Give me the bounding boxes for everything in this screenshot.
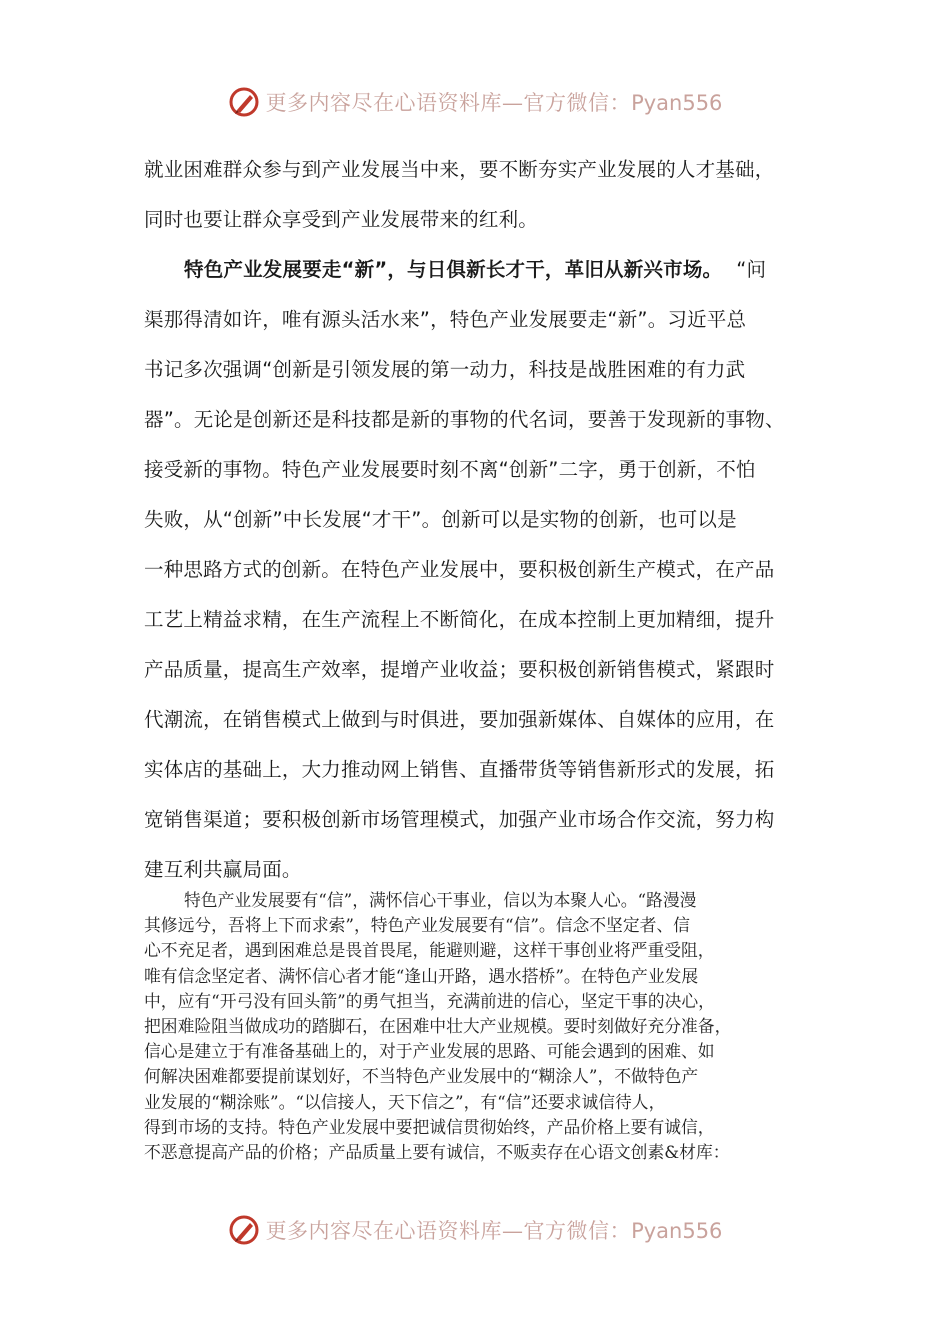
paragraph-2-line: 器”。无论是创新还是科技都是新的事物的代名词，要善于发现新的事物、: [144, 408, 785, 431]
paragraph-2-line: 一种思路方式的创新。在特色产业发展中，要积极创新生产模式，在产品: [144, 558, 775, 581]
paragraph-3-line: 中，应有“开弓没有回头箭”的勇气担当，充满前进的信心，坚定干事的决心，: [144, 990, 715, 1011]
paragraph-3-line: 唯有信念坚定者、满怀信心者才能“逢山开路，遇水搭桥”。在特色产业发展: [144, 965, 699, 986]
footer-banner-text: 更多内容尽在心语资料库—官方微信：Pyan556: [265, 1219, 723, 1243]
paragraph-2-line: 实体店的基础上，大力推动网上销售、直播带货等销售新形式的发展，拓: [144, 758, 775, 781]
pen-logo-icon: [228, 86, 260, 118]
paragraph-2-line: 书记多次强调“创新是引领发展的第一动力，科技是战胜困难的有力武: [144, 358, 746, 381]
paragraph-2-heading: 特色产业发展要走“新”，与日俱新长才干，革旧从新兴市场。: [184, 258, 723, 281]
paragraph-2-line: 代潮流，在销售模式上做到与时俱进，要加强新媒体、自媒体的应用，在: [144, 708, 775, 731]
paragraph-3-line: 信心是建立于有准备基础上的，对于产业发展的思路、可能会遇到的困难、如: [144, 1041, 715, 1062]
paragraph-2-line: 宽销售渠道；要积极创新市场管理模式，加强产业市场合作交流，努力构: [144, 808, 775, 831]
paragraph-3-line: 不恶意提高产品的价格；产品质量上要有诚信，不贩卖存在心语文创素&材库：: [144, 1142, 730, 1163]
paragraph-2-first-line: [144, 245, 824, 295]
paragraph-2-line: 失败，从“创新”中长发展“才干”。创新可以是实物的创新，也可以是: [144, 508, 737, 531]
paragraph-2-line: 工艺上精益求精，在生产流程上不断简化，在成本控制上更加精细，提升: [144, 608, 775, 631]
paragraph-3-line: 得到市场的支持。特色产业发展中要把诚信贯彻始终，产品价格上要有诚信，: [144, 1116, 715, 1137]
paragraph-3-line: 特色产业发展要有“信”，满怀信心干事业，信以为本聚人心。“路漫漫: [184, 890, 697, 910]
paragraph-2-line: 接受新的事物。特色产业发展要时刻不离“创新”二字，勇于创新，不怕: [144, 458, 756, 481]
paragraph-2-line: 产品质量，提高生产效率，提增产业收益；要积极创新销售模式，紧跟时: [144, 658, 775, 681]
paragraph-1-line: 同时也要让群众享受到产业发展带来的红利。: [144, 208, 539, 231]
paragraph-3-line: 何解决困难都要提前谋划好，不当特色产业发展中的“糊涂人”，不做特色产: [144, 1066, 699, 1087]
paragraph-3-line: 其修远兮，吾将上下而求索”，特色产业发展要有“信”。信念不坚定者、信: [144, 915, 690, 936]
paragraph-2-first-line-rest: “问: [736, 258, 767, 281]
paragraph-3: [144, 888, 809, 1165]
paragraph-3-line: 心不充足者，遇到困难总是畏首畏尾，能避则避，这样干事创业将严重受阻，: [144, 940, 715, 961]
paragraph-2-line: 建互利共赢局面。: [144, 858, 302, 881]
paragraph-1-line: 就业困难群众参与到产业发展当中来，要不断夯实产业发展的人才基础，: [144, 158, 775, 181]
paragraph-1: [144, 145, 824, 895]
paragraph-2-line: 渠那得清如许，唯有源头活水来”，特色产业发展要走“新”。习近平总: [144, 308, 747, 331]
pen-logo-icon: [228, 1214, 260, 1246]
paragraph-3-line: 业发展的“糊涂账”。“以信接人，天下信之”，有“信”还要求诚信待人，: [144, 1091, 666, 1112]
wechat-handle: Pyan556: [631, 91, 723, 115]
header-banner: [0, 84, 950, 120]
header-banner-text: 更多内容尽在心语资料库—官方微信：Pyan556: [265, 91, 723, 115]
wechat-handle: Pyan556: [631, 1219, 723, 1243]
footer-banner: [0, 1212, 950, 1248]
paragraph-3-line: 把困难险阻当做成功的踏脚石，在困难中壮大产业规模。要时刻做好充分准备，: [144, 1016, 732, 1037]
